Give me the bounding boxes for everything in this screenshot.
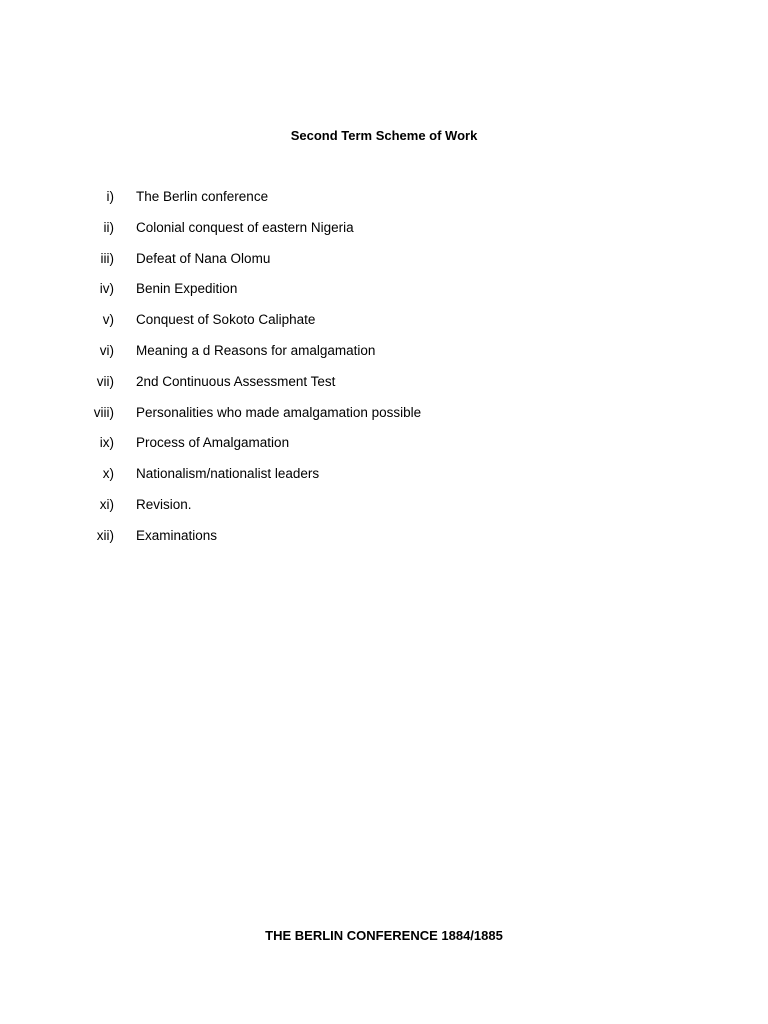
item-text: Benin Expedition bbox=[136, 281, 238, 297]
list-item bbox=[0, 310, 768, 341]
item-number: iii) bbox=[100, 250, 114, 266]
item-number: vii) bbox=[96, 373, 114, 389]
list-item bbox=[0, 249, 768, 280]
list-item bbox=[0, 341, 768, 372]
item-number: ix) bbox=[99, 435, 114, 451]
item-number: ii) bbox=[103, 219, 114, 235]
item-text: Meaning a d Reasons for amalgamation bbox=[136, 342, 376, 358]
item-number: iv) bbox=[99, 281, 114, 297]
item-text: 2nd Continuous Assessment Test bbox=[136, 373, 336, 389]
section-heading: THE BERLIN CONFERENCE 1884/1885 bbox=[265, 928, 503, 943]
list-item bbox=[0, 464, 768, 495]
item-text: Defeat of Nana Olomu bbox=[136, 250, 271, 266]
list-item bbox=[0, 372, 768, 403]
item-text: Personalities who made amalgamation possible bbox=[136, 404, 422, 420]
item-number: xii) bbox=[96, 527, 114, 543]
item-text: Nationalism/nationalist leaders bbox=[136, 466, 320, 482]
item-number: v) bbox=[102, 312, 114, 328]
list-item bbox=[0, 495, 768, 526]
item-text: Process of Amalgamation bbox=[136, 435, 290, 451]
item-text: Conquest of Sokoto Caliphate bbox=[136, 312, 316, 328]
item-text: Colonial conquest of eastern Nigeria bbox=[136, 219, 354, 235]
item-text: Examinations bbox=[136, 527, 218, 543]
list-item bbox=[0, 187, 768, 218]
item-number: viii) bbox=[93, 404, 114, 420]
list-item bbox=[0, 403, 768, 434]
item-number: i) bbox=[106, 189, 114, 204]
list-item bbox=[0, 279, 768, 310]
item-number: xi) bbox=[99, 496, 114, 512]
list-item bbox=[0, 218, 768, 249]
list-item bbox=[0, 433, 768, 464]
item-text: Revision. bbox=[136, 496, 192, 512]
page-title: Second Term Scheme of Work bbox=[290, 128, 478, 143]
item-text: The Berlin conference bbox=[136, 189, 269, 204]
item-number: x) bbox=[102, 466, 114, 482]
list-item bbox=[0, 526, 768, 557]
scheme-list bbox=[0, 187, 768, 557]
item-number: vi) bbox=[99, 342, 114, 358]
